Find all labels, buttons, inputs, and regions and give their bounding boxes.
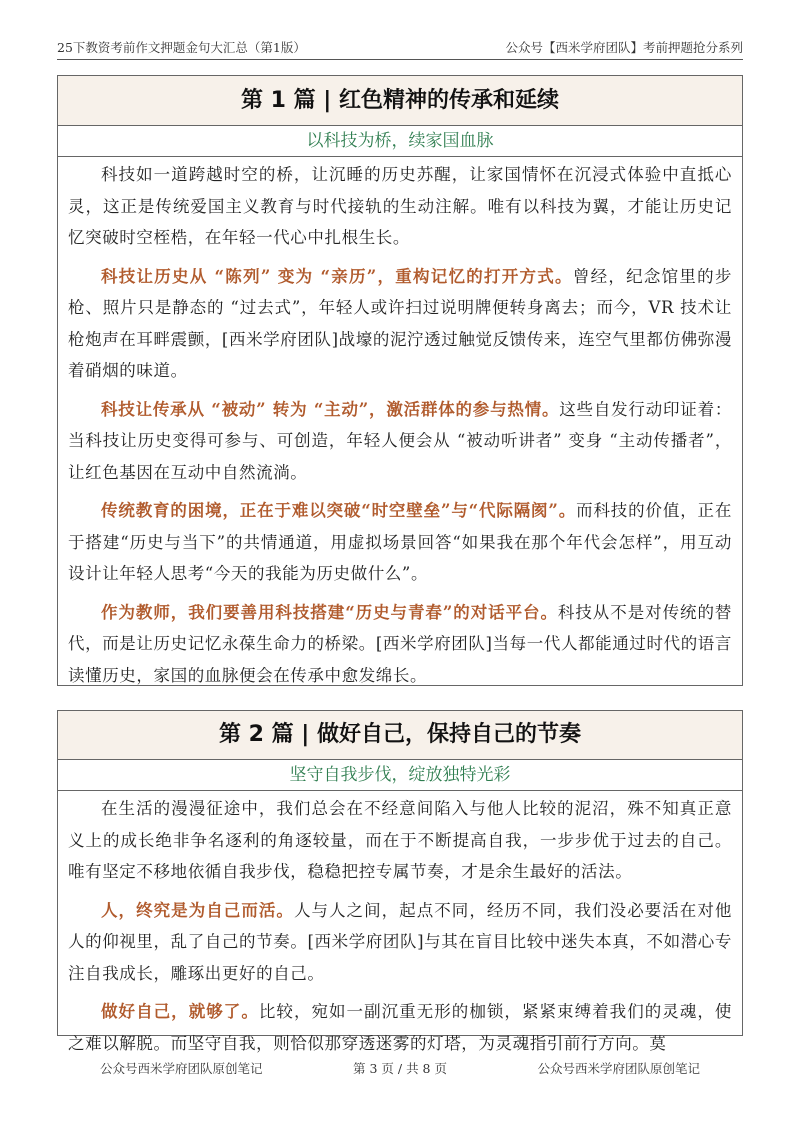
key-sentence: 作为教师，我们要善用科技搭建“历史与青春”的对话平台。 — [101, 602, 558, 622]
paragraph-text: 人与人之间，起点不同，经历不同，我们没必要活在对他人的仰视里，乱了自己的节奏。[西米学府团队]与其在盲目比较中迷失本真，不如潜心专注自我成长，雕琢出更好的自己。 — [68, 900, 732, 983]
paragraph — [68, 261, 732, 387]
paragraph — [68, 996, 732, 1059]
page-number: 第 3 页 / 共 8 页 — [353, 1061, 447, 1076]
paragraph — [68, 159, 732, 254]
page-footer — [100, 1058, 700, 1078]
paragraph-text: 科技从不是对传统的替代，而是让历史记忆永葆生命力的桥梁。[西米学府团队]当每一代人都能通过时代的语言读懂历史，家国的血脉便会在传承中愈发绵长。 — [68, 602, 732, 685]
page-header — [57, 32, 743, 60]
key-sentence: 科技让历史从 “陈列” 变为 “亲历”，重构记忆的打开方式。 — [101, 266, 573, 286]
header-left-text: 25下教资考前作文押题金句大汇总（第1版） — [57, 40, 306, 55]
essay-2-body — [58, 791, 742, 1059]
essay-2 — [57, 710, 743, 1053]
paragraph-text: 科技如一道跨越时空的桥，让沉睡的历史苏醒，让家国情怀在沉浸式体验中直抵心灵，这正是传统爱国主义教育与时代接轨的生动注解。唯有以科技为翼，才能让历史记忆突破时空桎梏，在年轻一代心中扎根生长。 — [68, 165, 732, 247]
paragraph-text: 这些自发行动印证着：当科技让历史变得可参与、可创造，年轻人便会从 “被动听讲者” 变身 “主动传播者”，让红色基因在互动中自然流淌。 — [68, 399, 732, 482]
essay-2-subtitle: 坚守自我步伐，绽放独特光彩 — [58, 760, 742, 791]
essay-1-body — [58, 157, 742, 691]
essay-1-subtitle: 以科技为桥，续家国血脉 — [58, 126, 742, 157]
key-sentence: 做好自己，就够了。 — [101, 1002, 259, 1021]
key-sentence: 科技让传承从 “被动” 转为 “主动”，激活群体的参与热情。 — [101, 399, 560, 419]
key-sentence: 传统教育的困境，正在于难以突破“时空壁垒”与“代际隔阂”。 — [101, 501, 577, 520]
essay-2-title: 第 2 篇 | 做好自己，保持自己的节奏 — [58, 711, 742, 760]
paragraph — [68, 495, 732, 590]
essay-1 — [57, 75, 743, 686]
paragraph — [68, 793, 732, 888]
essay-1-title: 第 1 篇 | 红色精神的传承和延续 — [58, 76, 742, 126]
paragraph-text: 比较，宛如一副沉重无形的枷锁，紧紧束缚着我们的灵魂，使之难以解脱。而坚守自我，则恰似那穿透迷雾的灯塔，为灵魂指引前行方向。莫 — [68, 1002, 732, 1053]
footer-right-text: 公众号西米学府团队原创笔记 — [537, 1061, 700, 1076]
paragraph-text: 在生活的漫漫征途中，我们总会在不经意间陷入与他人比较的泥沼，殊不知真正意义上的成长绝非争名逐利的角逐较量，而在于不断提高自我，一步步优于过去的自己。唯有坚定不移地依循自我步伐，稳稳把控专属节奏，才是余生最好的活法。 — [68, 799, 732, 881]
paragraph — [68, 895, 732, 990]
paragraph-text: 而科技的价值，正在于搭建“历史与当下”的共情通道，用虚拟场景回答“如果我在那个年代会怎样”，用互动设计让年轻人思考“今天的我能为历史做什么”。 — [68, 501, 732, 583]
key-sentence: 人，终究是为自己而活。 — [101, 900, 294, 920]
paragraph — [68, 394, 732, 489]
header-right-text: 公众号【西米学府团队】考前押题抢分系列 — [505, 40, 743, 55]
paragraph-text: 曾经，纪念馆里的步枪、照片只是静态的 “过去式”，年轻人或许扫过说明牌便转身离去；而今，VR 技术让枪炮声在耳畔震颤，[西米学府团队]战壕的泥泞透过触觉反馈传来，连空气里都仿佛弥漫着硝烟的味道。 — [68, 266, 732, 380]
footer-left-text: 公众号西米学府团队原创笔记 — [100, 1061, 263, 1076]
paragraph — [68, 597, 732, 692]
